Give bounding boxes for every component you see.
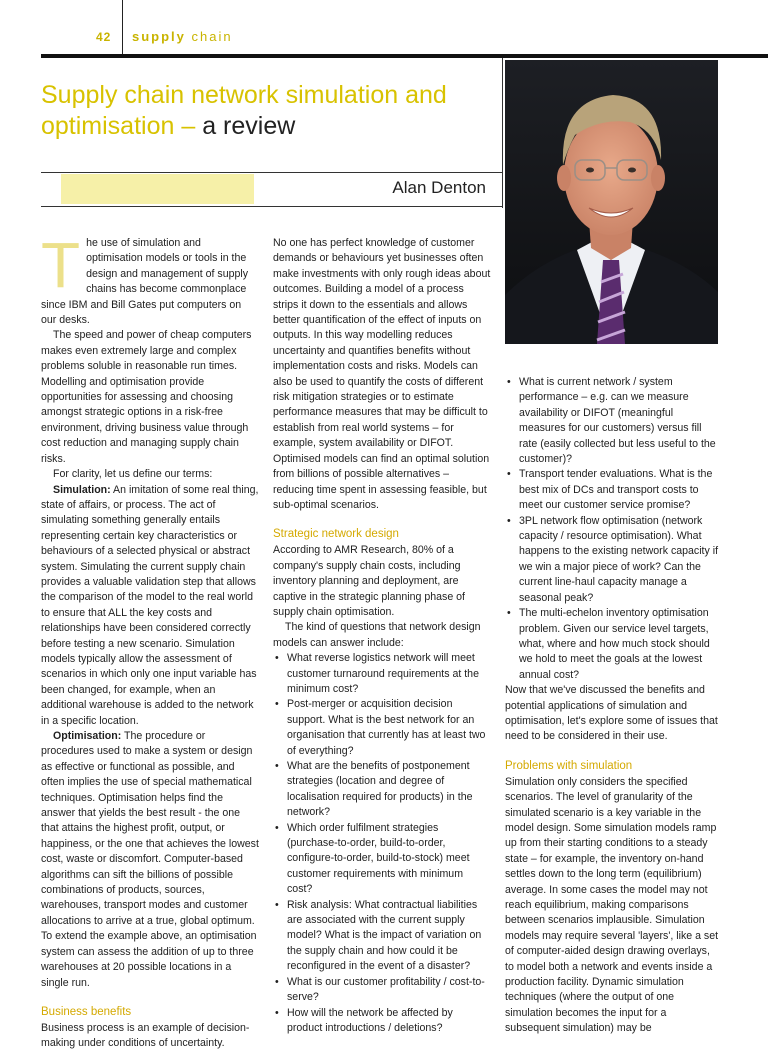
header-divider: [122, 0, 123, 54]
section-label: [132, 29, 233, 44]
col1-optimisation-definition: [41, 729, 259, 991]
list-item: • The multi-echelon inventory optimisation problem. Given our service level targets, what, where and how much stock should we hold to meet the goals at the lowest annual cost?: [505, 606, 720, 683]
col2-paragraph-3: The kind of questions that network design models can answer include:: [273, 621, 481, 649]
header-rule: [41, 54, 768, 58]
article-title-tail: a review: [202, 112, 296, 140]
title-divider: [502, 58, 503, 208]
column-1: [41, 229, 259, 1052]
list-item: • 3PL network flow optimisation (network capacity / resource optimisation). What happens to the existing network capacity if we win a major piece of work? Can the current line-haul capacity manage a seasonal peak?: [505, 514, 720, 606]
article-title-main: Supply chain network simulation and optimisation –: [41, 81, 447, 140]
title-rule: [41, 172, 503, 173]
column-3: [505, 375, 720, 1037]
simulation-text: An imitation of some real thing, state of affairs, or process. The act of simulating something generally entails representing certain key characteristics or behaviours of a selected physical or abstract system. Simulating the current supply chain provides a valuable validation step that allows the comparison of the model to the real world to ensure that ALL the key costs and relationships have been considered correctly before testing a new scenario. Simulation models typically allow the assessment of scenarios in which only one input variable has been changed, for example, when an additional warehouse is added to the network in a specific location.: [41, 483, 259, 727]
list-item: • Post-merger or acquisition decision support. What is the best network for an organisation that currently has at least two of everything?: [273, 697, 491, 759]
author-photo: [505, 60, 718, 344]
heading-business-benefits: Business benefits: [41, 1005, 132, 1018]
list-item: • Transport tender evaluations. What is the best mix of DCs and transport costs to meet our customer service promise?: [505, 467, 720, 513]
author-name: Alan Denton: [392, 178, 486, 197]
col1-paragraph-3: For clarity, let us define our terms:: [53, 468, 213, 481]
col2-paragraph-2: According to AMR Research, 80% of a company's supply chain costs, including inventory planning and deployment, are captive in the strategic planning phase of supply chain optimisation.: [273, 544, 465, 618]
heading-problems-with-simulation: Problems with simulation: [505, 759, 633, 772]
list-item: • What is current network / system performance – e.g. can we measure availability or DIFOT (meaningful measures for our customers) versus fill rate (easily collected but less useful to the customer)?: [505, 375, 720, 467]
list-item: • What are the benefits of postponement strategies (location and degree of localisation required for products) in the network?: [273, 759, 491, 821]
yellow-band: [61, 174, 254, 204]
column-2: [273, 236, 491, 1036]
page-number: 42: [96, 30, 112, 44]
heading-strategic-network-design: Strategic network design: [273, 528, 399, 541]
col1-simulation-definition: [41, 483, 259, 730]
optimisation-text: The procedure or procedures used to make a system or design as effective or functional as possible, and often implies the use of special mathematical techniques. Optimisation helps find the answer that yields the best result - the one that attains the highest profit, output, or happiness, or the one that achieves the lowest cost, waste or discomfort. Computer-based algorithms can sift the billions of possible combinations of products, sources, warehouses, transport modes and customer allocations to arrive at a true, global optimum. To extend the example above, an optimisation system can assess the addition of up to three warehouses at 20 possible locations in a single run.: [41, 730, 259, 989]
article-title: [41, 80, 511, 142]
drop-cap: T: [41, 229, 81, 301]
col2-paragraph-1: No one has perfect knowledge of customer demands or behaviours yet businesses often make investments with only rough ideas about outcomes. Building a model of a process strips it down to the essentials and allows better quantification of the effect of inputs on outputs. In this way modelling reduces uncertainty and quantifies benefits without implementation costs and risks. Models can also be used to quantify the costs of different risk mitigation strategies or to estimate performance measures that may be difficult to establish from real world systems – for example, system availability or DIFOT. Optimised models can find an optimal solution from billions of possible alternatives – reducing time spent in assessing feasible, but sub-optimal scenarios.: [273, 237, 491, 511]
col3-paragraph-1: Now that we've discussed the benefits and potential applications of simulation and optimisation, let's explore some of issues that need to be considered in their use.: [505, 684, 718, 743]
section-label-light: chain: [191, 29, 233, 44]
col2-question-list: [273, 651, 491, 1036]
col1-paragraph-2: The speed and power of cheap computers makes even extremely large and complex problems soluble in reasonable run times. Modelling and optimisation provide opportunities for assessing and choosing amongst strategic options in a risk-free environment, driving business value through cost reduction and managing supply chain risks.: [41, 329, 252, 465]
list-item: • What reverse logistics network will meet customer turnaround requirements at the minimum cost?: [273, 651, 491, 697]
list-item: • Risk analysis: What contractual liabilities are associated with the current supply model? What is the impact of variation on the supply chain and how could it be reconfigured in the event of a disaster?: [273, 898, 491, 975]
portrait-illustration: [505, 60, 718, 344]
optimisation-term: Optimisation:: [53, 730, 122, 742]
list-item: • How will the network be affected by product introductions / deletions?: [273, 1006, 491, 1037]
col3-paragraph-2: Simulation only considers the specified scenarios. The level of granularity of the simulated scenario is a key variable in the model design. Some simulation models ramp up from their starting conditions to a steady state – for example, the inventory on-hand settles down to the long term (equilibrium) average. In some cases the model may not reach equilibrium, making comparisons between scenarios implausible. Simulation models may require several 'layers', like a set of computer-aided design drawing overlays, to model both a network and events inside a production facility. Dynamic simulation techniques (where the output of one simulation becomes the input for a subsequent simulation) may be: [505, 775, 719, 1035]
list-item: • Which order fulfilment strategies (purchase-to-order, build-to-order, configure-to-order, build-to-stock) meet customer requirements with minimum cost?: [273, 821, 491, 898]
col1-paragraph-business: Business process is an example of decision-making under conditions of uncertainty.: [41, 1021, 250, 1050]
author-rule: [41, 206, 503, 207]
col1-paragraph-1: he use of simulation and optimisation models or tools in the design and management of supply chains has become commonplace since IBM and Bill Gates put computers on our desks.: [41, 237, 249, 327]
simulation-term: Simulation:: [53, 483, 111, 496]
list-item: • What is our customer profitability / cost-to-serve?: [273, 975, 491, 1006]
section-label-bold: supply: [132, 29, 186, 44]
col3-question-list: [505, 375, 720, 683]
